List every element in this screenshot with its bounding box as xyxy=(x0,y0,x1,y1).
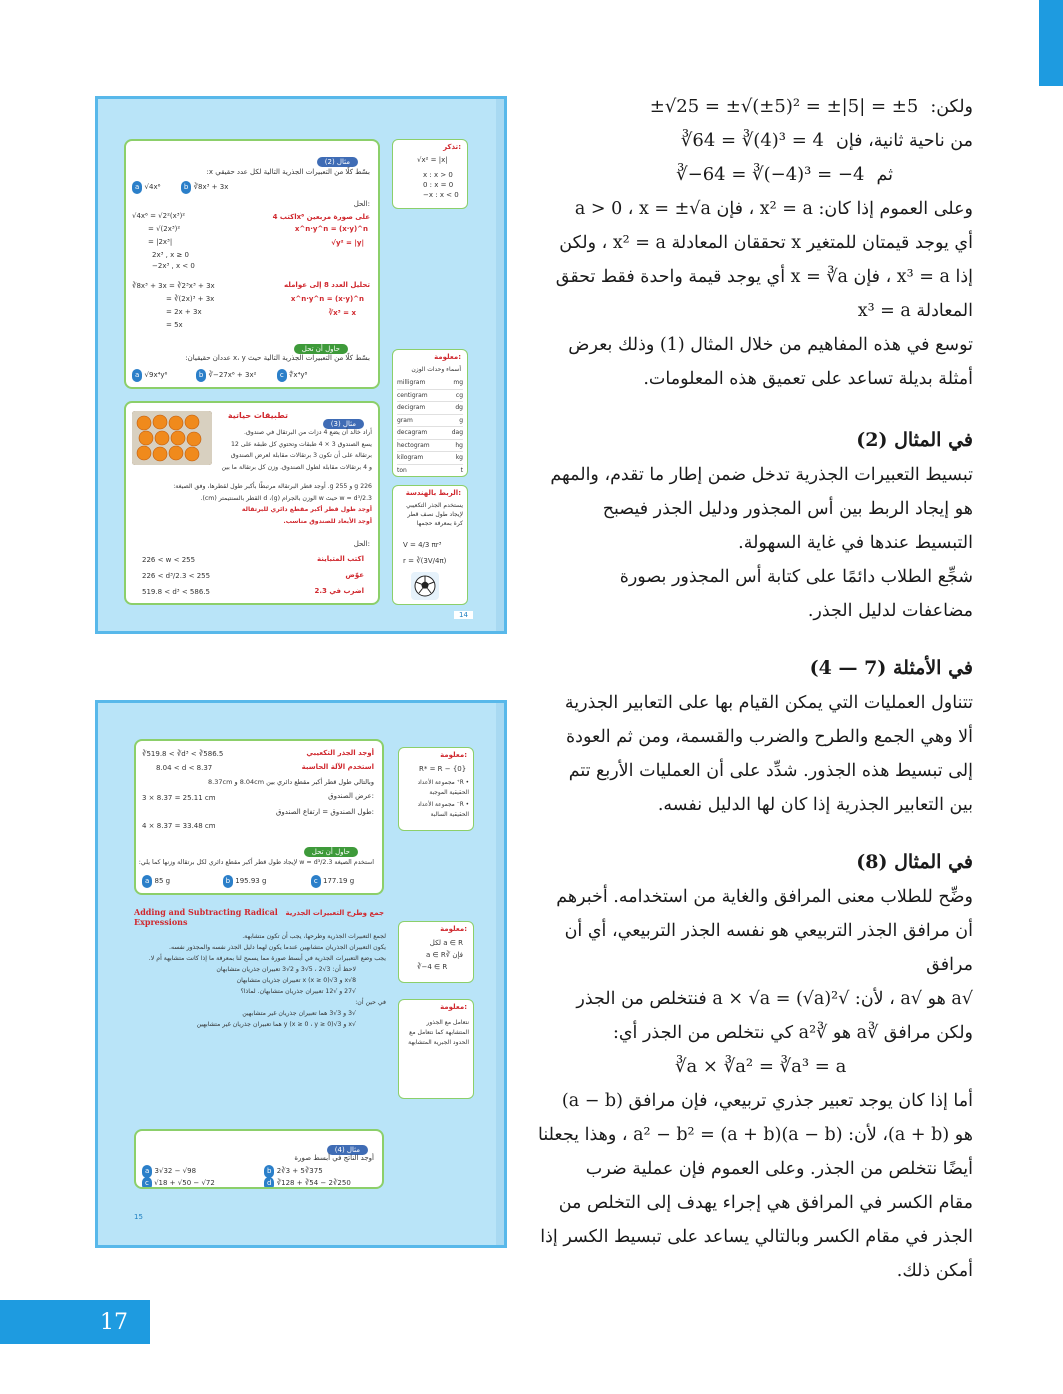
try-text-2: استخدم الصيغة w = d³/2.3 لإيجاد طول قطر أكبر مقطع دائري لكل برتقالة وزنها كما يلي: xyxy=(138,859,374,866)
unit-name: ton xyxy=(397,466,407,474)
info1-l2: • R⁺ مجموعة الأعداد الحقيقية الموجبة xyxy=(417,780,469,796)
example-3-title: تطبيقات حياتية xyxy=(227,411,288,420)
geometry-title: الربط بالهندسة: xyxy=(405,489,461,497)
r1-hint: أوجد الجذر التكعيبي xyxy=(306,749,374,757)
try-b-label: b xyxy=(196,369,206,382)
r2: 8.04 < d < 8.37 xyxy=(156,764,213,772)
line-4: وعلى العموم إذا كان: x² = a ، فإن a > 0 ، x = ±√a xyxy=(574,199,973,219)
ex4-d-label: d xyxy=(264,1177,274,1189)
info-like-terms-box xyxy=(398,999,474,1099)
try2-opt-c: 177.19 g xyxy=(323,877,355,885)
ex2-hint-b1: تحليل العدد 8 إلى عوامله xyxy=(284,281,370,289)
ex2-hint-b2: x^n·y^n = (x·y)^n xyxy=(290,295,364,303)
eq-1: ±√25 = ±√(±5)² = ±|5| = ±5 xyxy=(649,96,919,117)
ex3-line-6: w = d³/2.3 حيث w الوزن بالجرام (g)، d القطر بالسنتيمتر (cm). xyxy=(200,494,372,502)
info1-l3: • R⁻ مجموعة الأعداد الحقيقية السالبة xyxy=(417,802,469,818)
info2-l1: a ∈ R لكل xyxy=(429,939,463,947)
unit-symbol: dg xyxy=(455,404,463,411)
try-opt-a: √9x⁴y⁶ xyxy=(144,371,168,379)
ex2-step-a3: = |2x³| xyxy=(148,238,173,246)
unit-symbol: kg xyxy=(455,454,463,461)
try2-b-label: b xyxy=(223,875,233,888)
remember-4: −x : x < 0 xyxy=(423,191,459,199)
unit-name: hectogram xyxy=(397,441,430,449)
ex4-d: ∛128 + ∛54 − 2∛250 xyxy=(276,1179,351,1187)
r2-hint: استخدم الآلة الحاسبة xyxy=(301,763,374,771)
ex2-step-b1: ∛8x³ + 3x = ∛2³x³ + 3x xyxy=(132,282,215,290)
unit-name: gram xyxy=(397,416,413,424)
section-title-en: Adding and Subtracting Radical Expressions xyxy=(134,907,278,927)
ex2-hint-b3: ∛x³ = x xyxy=(328,309,356,317)
units-info-sub: أسماء وحدات الوزن xyxy=(411,366,461,373)
ex4-c: √18 + √50 − √72 xyxy=(154,1179,215,1187)
units-list xyxy=(397,377,463,477)
unit-row xyxy=(397,415,463,428)
p3-4: بين التعابير الجذرية إذا كان لها الدليل نفسه. xyxy=(657,795,973,815)
geometry-formula-2: r = ∛(3V/4π) xyxy=(403,557,447,565)
unit-name: decagram xyxy=(397,429,428,436)
p4-10: أمكن ذلك. xyxy=(896,1261,973,1281)
page-number xyxy=(0,1300,150,1344)
ball-image xyxy=(411,572,439,600)
try-opt-c: ∜x⁴y⁸ xyxy=(288,371,308,379)
note-2: 8√x و 3√x (x ≥ 0) تعبيران جذريان متشابهان xyxy=(236,977,356,984)
eq-2: ∛64 = ∛(4)³ = 4 xyxy=(680,130,824,151)
thumbnail-strip-2 xyxy=(496,703,504,1245)
example-3-continued-box xyxy=(134,739,384,895)
p4-6: هو (a + b)، لأن: (a − b)(a + b) = a² − b² ، وهذا يجعلنا xyxy=(538,1125,973,1145)
unit-row xyxy=(397,390,463,403)
info-cube-root-box xyxy=(398,921,474,983)
try2-opt-a: 85 g xyxy=(154,877,171,885)
ex4-row-2 xyxy=(142,1177,215,1189)
p3-3: إلى تبسيط هذه الجذور. شدِّد على أن العمليات الأربع تتم xyxy=(568,761,973,781)
ex3-step-1: 226 < w < 255 xyxy=(142,556,196,564)
note-1: لاحظ أن: 3√2 ، 5√3 و 2√3 تعبيران جذريان متشابهان xyxy=(216,966,356,973)
soccer-ball-icon xyxy=(414,575,436,597)
sec-line-1: لجمع التعبيرات الجذرية وطرحها، يجب أن تكون متشابهة. xyxy=(242,933,386,940)
line-6: إذا x³ = a ، فإن x = ∛a أي يوجد قيمة واحدة فقط تحقق xyxy=(555,267,973,287)
ex3-line-5: 226 g و 255 g. أوجد قطر البرتقالة مرتبطًا بأكبر طول لقطرها، وفق الصيغة: xyxy=(173,483,372,490)
ex4-b: 2∛3 + 5∛375 xyxy=(276,1167,323,1175)
eq-4: ∛a × ∛a² = ∛a³ = a xyxy=(675,1056,847,1077)
try-opt-b: ∛−27x⁶ + 3x² xyxy=(208,371,257,379)
heading-example-8: في المثال (8) xyxy=(856,851,973,873)
line-1-word: ولكن: xyxy=(930,97,973,117)
ex2-instruction: بسّط كلًا من التعبيرات الجذرية التالية لكل عدد حقيقي x: xyxy=(206,168,370,176)
note-5: √3 و 3√3 هما تعبيران جذريان غير متشابهين xyxy=(242,1010,356,1017)
ex3-line-3: برتقالة على أن تكون 3 برتقالات مقابلة لعرض الصندوق xyxy=(230,452,372,459)
unit-row xyxy=(397,402,463,415)
unit-name: decigram xyxy=(397,404,426,411)
example-3-body xyxy=(214,427,372,473)
unit-row xyxy=(397,452,463,465)
try2-opt-b: 195.93 g xyxy=(235,877,267,885)
ex3-step-2: 226 < d³/2.3 < 255 xyxy=(142,572,211,580)
thumbnail-strip xyxy=(496,99,504,631)
units-info-title: معلومة: xyxy=(434,353,461,361)
unit-name: milligram xyxy=(397,379,426,386)
ex2-solution-label: الحل: xyxy=(353,200,370,208)
unit-symbol: t xyxy=(460,466,463,474)
try-badge-2: حاول أن تحل xyxy=(304,847,358,857)
try2-c-label: c xyxy=(311,875,321,888)
ex3-line-1: أراد خالد أن يضع 4 دزات من البرتقال في صندوق. xyxy=(244,429,372,436)
line-8: توسع في هذه المفاهيم من خلال المثال (1) وذلك بعرض xyxy=(568,335,973,355)
p2-5: مضاعفات لدليل الجذر. xyxy=(807,601,973,621)
geometry-formula-1: V = 4/3 πr³ xyxy=(403,541,442,549)
remember-box xyxy=(392,139,468,209)
sec-line-2: يكون التعبيران الجذريان متشابهين عندما يكون لهما دليل الجذر نفسه والمجذور نفسه. xyxy=(169,944,386,951)
p2-4: شجِّع الطلاب دائمًا على كتابة أس المجذور بصورة xyxy=(619,567,973,587)
p3-1: تتناول العمليات التي يمكن القيام بها على التعابير الجذرية xyxy=(564,693,973,713)
line-3 xyxy=(525,158,973,192)
ex2-hint-a1: اكتب 4x⁶ على صورة مربعين xyxy=(272,213,370,221)
try-text: بسّط كلًا من التعبيرات الجذرية التالية حيث x، y عددان حقيقيان: xyxy=(185,354,370,362)
unit-name: kilogram xyxy=(397,454,424,461)
ex2-step-a2: = √(2x³)² xyxy=(148,225,181,233)
p4-1: وضِّح للطلاب معنى المرافق والغاية من استخدامه. أخبرهم xyxy=(556,887,973,907)
ex2-step-b3: = 2x + 3x xyxy=(166,308,202,316)
geometry-link-box xyxy=(392,485,468,605)
line-2 xyxy=(525,124,973,158)
units-info-box xyxy=(392,349,468,477)
remember-2: x : x > 0 xyxy=(423,171,453,179)
heading-examples-4-7: في الأمثلة (7 — 4) xyxy=(809,657,973,679)
p4-2: أن مرافق الجذر التربيعي هو نفسه الجذر التربيعي، أي أن مرافق xyxy=(564,921,973,975)
info2-l2: فإن ∛a ∈ R xyxy=(425,951,463,959)
line-5: أي يوجد قيمتان للمتغير x تحققان المعادلة x² = a ، ولكن xyxy=(559,233,973,253)
ex4-row-2b xyxy=(264,1177,351,1189)
ex3-step-2-hint: عوّض xyxy=(345,571,364,579)
r5: 4 × 8.37 = 33.48 cm xyxy=(142,822,216,830)
geometry-text: يستخدم الجذر التكعيبي لإيجاد طول نصف قطر كرة بمعرفة حجمها xyxy=(406,502,463,527)
try-a-label: a xyxy=(132,369,142,382)
ex3-line-2: يسع الصندوق 3 × 4 طبقات وتحتوي كل طبقة على 12 xyxy=(230,440,372,448)
student-page-thumbnail-14 xyxy=(95,96,507,634)
opt-b-label: b xyxy=(181,181,191,194)
unit-row xyxy=(397,465,463,478)
ex3-step-1-hint: اكتب المتباينة xyxy=(317,555,364,563)
example-3-body-2 xyxy=(128,481,372,527)
heading-example-2: في المثال (2) xyxy=(856,429,973,451)
ex3-question-a: أوجد طول قطر أكبر مقطع دائري للبرتقالة xyxy=(241,506,372,513)
ex2-options xyxy=(132,181,228,194)
unit-symbol: dag xyxy=(451,429,463,436)
r5-hint: طول الصندوق = ارتفاع الصندوق: xyxy=(275,808,374,816)
info1-l1: R* = R − {0} xyxy=(419,765,467,773)
ex3-solution-label: الحل: xyxy=(353,540,370,548)
chapter-tab xyxy=(1039,0,1063,86)
example-4-badge: مثال (4) xyxy=(327,1145,368,1155)
info3-title: معلومة: xyxy=(440,1003,467,1011)
ex2-hint-a3: √y² = |y| xyxy=(331,239,364,247)
r3-hint: وبالتالي طول قطر أكبر مقطع دائري بين 8.04cm و 8.37cm xyxy=(208,778,374,786)
ex2-step-a4a: 2x³ , x ≥ 0 xyxy=(152,251,189,259)
note-6: √x و 3√y (x ≥ 0 ، y ≥ 0) هما تعبيران جذريان غير متشابهين xyxy=(196,1021,356,1028)
ex3-line-4: و 4 برتقالات مقابلة لطول الصندوق. وزن كل برتقالة ما بين xyxy=(221,463,372,471)
unit-name: centigram xyxy=(397,391,428,399)
info1-title: معلومة: xyxy=(440,751,467,759)
ex2-step-a4b: −2x³ , x < 0 xyxy=(152,262,195,270)
remember-title: تذكر: xyxy=(443,143,461,151)
try-badge: حاول أن تحل xyxy=(294,344,348,354)
r4: 3 × 8.37 = 25.11 cm xyxy=(142,794,216,802)
info2-title: معلومة: xyxy=(440,925,467,933)
ex3-step-3: 519.8 < d³ < 586.5 xyxy=(142,588,210,596)
line-3-pre: ثم xyxy=(876,165,893,185)
p3-2: ألا وهي الجمع والطرح والضرب والقسمة، ومن ثم العودة xyxy=(566,727,973,747)
p2-2: هو إيجاد الربط بين أس المجذور ودليل الجذر فيصبح xyxy=(602,499,973,519)
ex4-a-label: a xyxy=(142,1165,152,1178)
p4-5: أما إذا كان يوجد تعبير جذري تربيعي، فإن مرافق (a − b) xyxy=(561,1091,973,1111)
p2-1: تبسيط التعبيرات الجذرية تدخل ضمن إطار ما تقدم، والمهم xyxy=(550,465,973,485)
ex2-step-a1: √4x⁶ = √2²(x³)² xyxy=(132,212,186,220)
oranges-icon xyxy=(132,411,212,465)
teacher-notes xyxy=(525,90,973,1288)
example-4-title: أوجد الناتج في أبسط صورة xyxy=(294,1154,374,1162)
example-3-box xyxy=(124,401,380,605)
thumb2-page-number: 15 xyxy=(134,1213,143,1221)
unit-row xyxy=(397,440,463,453)
ex2-hint-a2: x^n·y^n = (x·y)^n xyxy=(294,225,368,233)
unit-row xyxy=(397,377,463,390)
info3-text: نتعامل مع الجذور المتشابهة كما نتعامل مع الحدود الجبرية المتشابهة xyxy=(408,1019,469,1046)
ex2-opt-b: ∛8x³ + 3x xyxy=(193,183,229,191)
unit-row xyxy=(397,427,463,440)
info2-l3: ∛−4 ∈ R xyxy=(417,963,448,971)
example-3-badge: مثال (3) xyxy=(323,419,364,429)
unit-symbol: mg xyxy=(453,379,463,386)
example-2-badge: مثال (2) xyxy=(317,157,358,167)
ex4-b-label: b xyxy=(264,1165,274,1178)
unit-symbol: cg xyxy=(455,391,463,399)
unit-symbol: hg xyxy=(455,441,463,449)
page-number-text: 17 xyxy=(100,1309,128,1335)
r1: ∛519.8 < ∛d³ < ∛586.5 xyxy=(142,750,224,758)
example-4-box xyxy=(134,1129,384,1189)
section-body xyxy=(134,931,386,1030)
unit-symbol: g xyxy=(459,416,463,424)
p4-9: الجذر في مقام الكسر وبالتالي يساعد على تبسيط الكسر إذا xyxy=(540,1227,973,1247)
ex4-c-label: c xyxy=(142,1177,152,1189)
line-2-pre: من ناحية ثانية، فإن xyxy=(835,131,973,151)
p4-4: ولكن مرافق ∛a هو ∛a² كي نتخلص من الجذر أي: xyxy=(612,1023,973,1043)
section-title-ar: جمع وطرح التعبيرات الجذرية xyxy=(285,909,384,917)
try-c-label: c xyxy=(277,369,287,382)
sec-line-3: يجب وضع التعبيرات الجذرية في أبسط صورة مما يسمح لنا بمعرفة ما إذا كانت متشابهة أم لا. xyxy=(148,955,386,962)
thumb1-page-number: 14 xyxy=(454,611,473,619)
line-7: المعادلة x³ = a xyxy=(857,301,973,321)
oranges-photo xyxy=(132,411,212,465)
try2-a-label: a xyxy=(142,875,152,888)
opt-a-label: a xyxy=(132,181,142,194)
line-1 xyxy=(525,90,973,124)
ex4-a: 3√32 − √98 xyxy=(154,1167,197,1175)
p4-7: أيضًا نتخلص من الجذر. وعلى العموم فإن عملية ضرب xyxy=(585,1159,973,1179)
note-3: √27 و √12 تعبيران جذريان متشابهان. لماذا؟ xyxy=(240,988,356,995)
remember-3: 0 : x = 0 xyxy=(423,181,454,189)
try-options-2 xyxy=(142,875,354,888)
info-sets-box xyxy=(398,747,474,831)
note-4: في حين أن: xyxy=(355,999,386,1006)
p4-8: مقام الكسر في المرافق هي إجراء يهدف إلى التخلص من xyxy=(558,1193,973,1213)
ex3-question-b: أوجد الأبعاد للصندوق مناسب. xyxy=(283,517,372,525)
r4-hint: عرض الصندوق: xyxy=(328,792,374,800)
eq-3: ∛−64 = ∛(−4)³ = −4 xyxy=(676,164,865,185)
ex3-step-3-hint: اضرب في 2.3 xyxy=(314,587,364,595)
ex2-opt-a: √4x⁶ xyxy=(144,183,161,191)
student-page-thumbnail-15 xyxy=(95,700,507,1248)
ex2-step-b2: = ∛(2x)³ + 3x xyxy=(166,295,215,303)
ex2-step-b4: = 5x xyxy=(166,321,183,329)
p2-3: التبسيط عندها في غاية السهولة. xyxy=(738,533,973,553)
example-2-box xyxy=(124,139,380,389)
line-9: أمثلة بديلة تساعد على تعميق هذه المعلومات. xyxy=(643,369,973,389)
p4-3: √a هو √a ، لأن: √a × √a = (√a)² فنتخلص من الجذر xyxy=(576,989,973,1009)
try-options xyxy=(132,369,307,382)
remember-1: √x² = |x| xyxy=(417,156,448,164)
